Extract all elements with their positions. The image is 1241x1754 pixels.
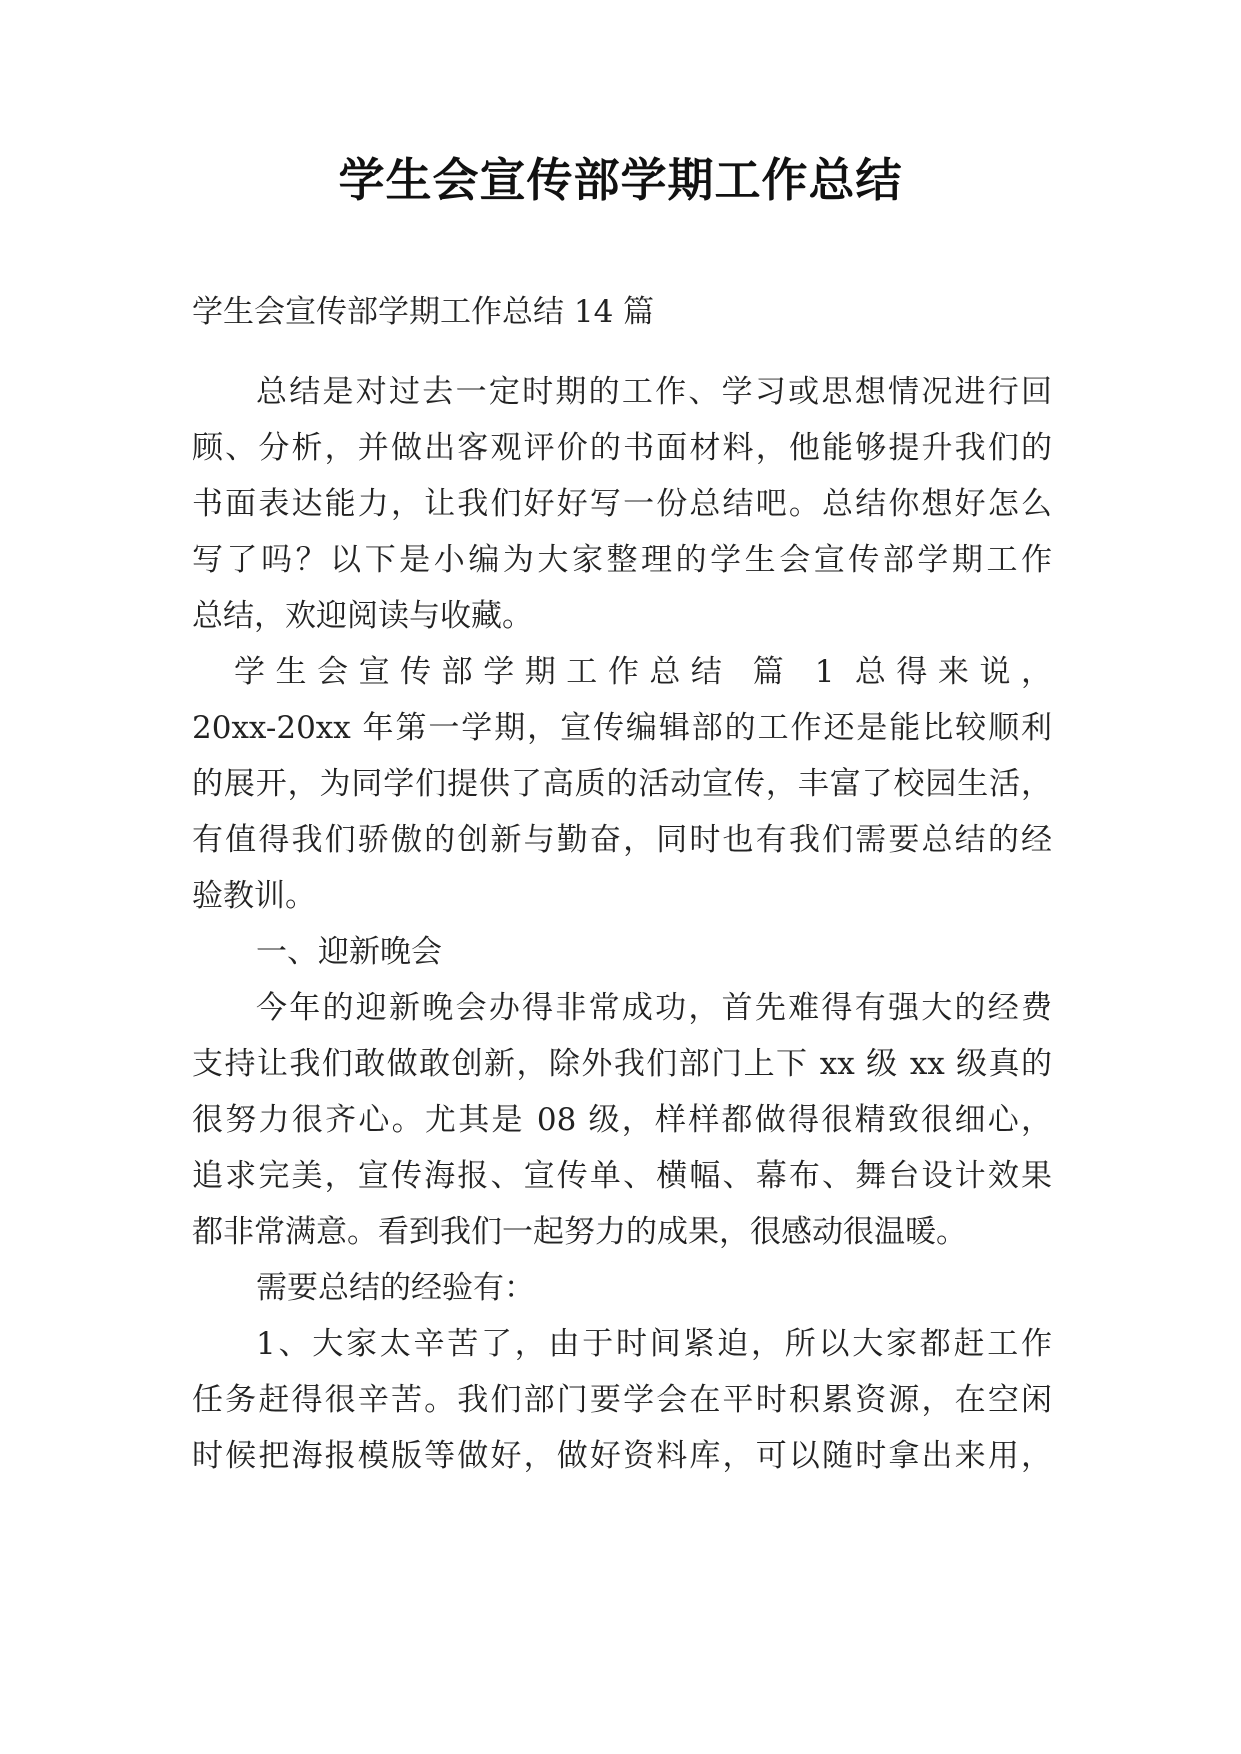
paragraph-line: 1、大家太辛苦了，由于时间紧迫，所以大家都赶工作 — [256, 1326, 1052, 1362]
paragraph-line: 验教训。 — [192, 878, 316, 914]
section-heading: 一、迎新晚会 — [256, 934, 442, 970]
paragraph-line: 很努力很齐心。尤其是 08 级，样样都做得很精致很细心， — [192, 1102, 1052, 1138]
paragraph-line: 支持让我们敢做敢创新，除外我们部门上下 xx 级 xx 级真的 — [192, 1046, 1052, 1082]
paragraph-line: 书面表达能力，让我们好好写一份总结吧。总结你想好怎么 — [192, 486, 1052, 522]
paragraph-line: 今年的迎新晚会办得非常成功，首先难得有强大的经费 — [256, 990, 1052, 1026]
section-heading-line: 学生会宣传部学期工作总结 篇 1 总得来说， — [234, 654, 1052, 690]
paragraph-line: 都非常满意。看到我们一起努力的成果，很感动很温暖。 — [192, 1214, 967, 1250]
paragraph-line: 追求完美，宣传海报、宣传单、横幅、幕布、舞台设计效果 — [192, 1158, 1052, 1194]
paragraph-line: 有值得我们骄傲的创新与勤奋，同时也有我们需要总结的经 — [192, 822, 1052, 858]
paragraph-line: 时候把海报模版等做好，做好资料库，可以随时拿出来用， — [192, 1438, 1052, 1474]
paragraph-line: 的展开，为同学们提供了高质的活动宣传，丰富了校园生活， — [192, 766, 1052, 802]
paragraph-line: 总结，欢迎阅读与收藏。 — [192, 598, 533, 634]
paragraph-line: 写了吗？以下是小编为大家整理的学生会宣传部学期工作 — [192, 542, 1052, 578]
paragraph-line: 总结是对过去一定时期的工作、学习或思想情况进行回 — [256, 374, 1052, 410]
paragraph-line: 任务赶得很辛苦。我们部门要学会在平时积累资源，在空闲 — [192, 1382, 1052, 1418]
paragraph-line: 顾、分析，并做出客观评价的书面材料，他能够提升我们的 — [192, 430, 1052, 466]
document-title: 学生会宣传部学期工作总结 — [338, 153, 903, 207]
paragraph-line: 20xx-20xx 年第一学期，宣传编辑部的工作还是能比较顺利 — [192, 710, 1052, 746]
paragraph-line: 需要总结的经验有： — [256, 1270, 535, 1306]
document-subtitle: 学生会宣传部学期工作总结 14 篇 — [192, 294, 655, 330]
